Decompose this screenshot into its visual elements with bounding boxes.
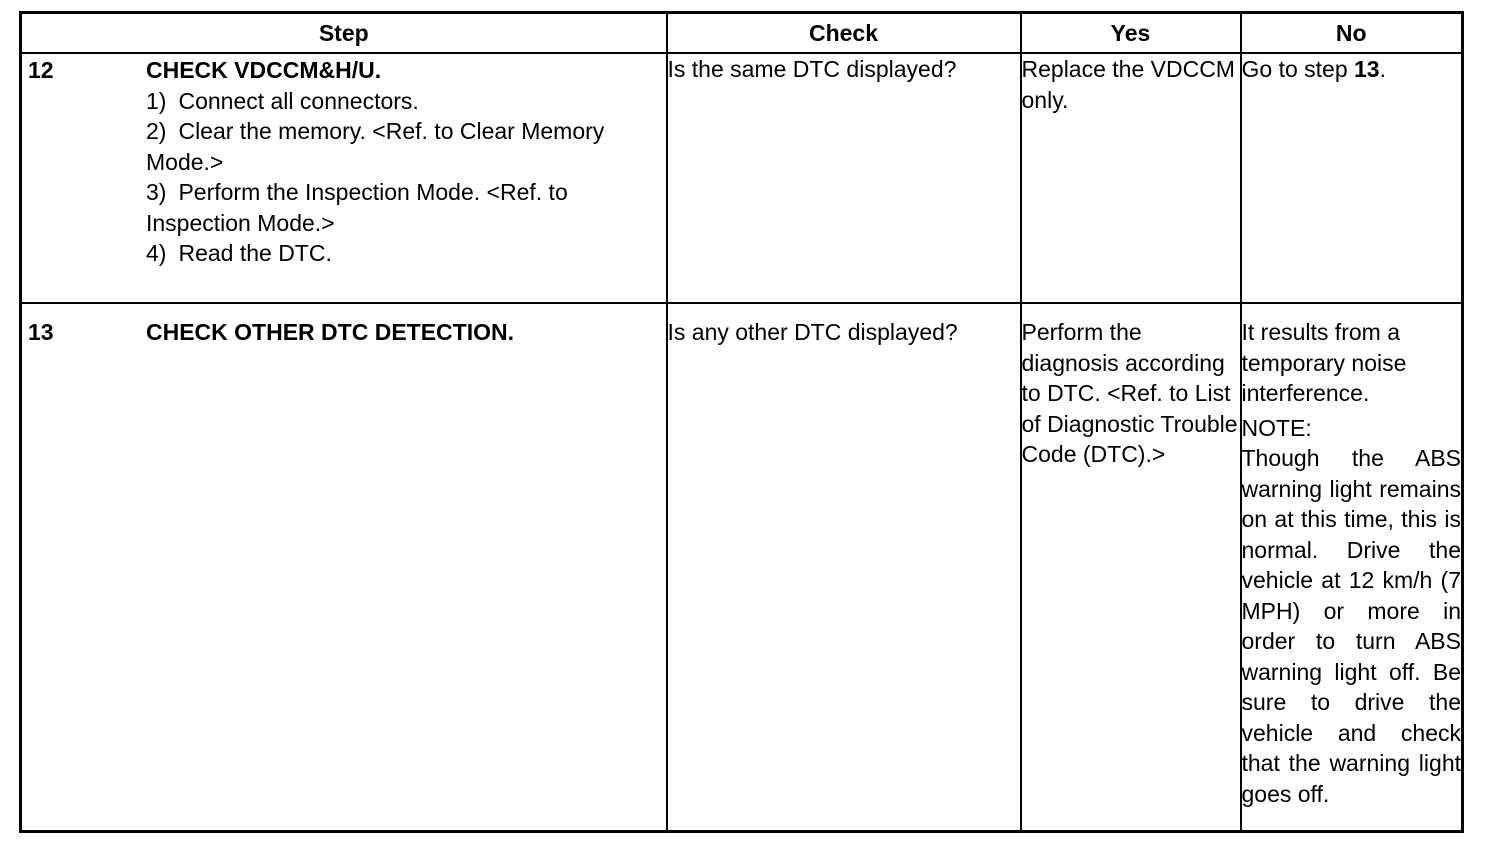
no-cell: Go to step 13. xyxy=(1241,53,1463,303)
note-text: Though the ABS warning light remains on at this time, this is normal. Drive the vehicle at 12 km/h (7 MPH) or more in order to turn ABS warning light off. Be sure to drive the vehicle and check that the warning light goes off. xyxy=(1241,445,1461,807)
table-row xyxy=(21,53,1463,303)
step-title: CHECK OTHER DTC DETECTION. xyxy=(146,319,514,345)
step-cell xyxy=(21,303,667,832)
yes-cell: Replace the VDCCM only. xyxy=(1021,53,1241,303)
step-number: 13 xyxy=(28,319,54,345)
header-yes: Yes xyxy=(1021,13,1241,54)
header-no: No xyxy=(1241,13,1463,54)
step-number: 12 xyxy=(28,57,54,83)
table-row xyxy=(21,303,1463,832)
no-text: It results from a temporary noise interference. xyxy=(1241,319,1407,406)
step-cell xyxy=(21,53,667,303)
substep: 2) Clear the memory. <Ref. to Clear Memory Mode.> xyxy=(146,118,605,175)
check-cell: Is any other DTC displayed? xyxy=(667,303,1021,832)
substep: 3) Perform the Inspection Mode. <Ref. to Inspection Mode.> xyxy=(146,179,568,236)
header-row xyxy=(21,13,1463,54)
substep: 4) Read the DTC. xyxy=(146,240,332,266)
step-reference: 13 xyxy=(1354,56,1380,82)
check-cell: Is the same DTC displayed? xyxy=(667,53,1021,303)
header-check: Check xyxy=(667,13,1021,54)
step-body xyxy=(140,316,666,348)
note-label: NOTE: xyxy=(1241,414,1312,441)
header-step: Step xyxy=(21,13,667,54)
yes-cell: Perform the diagnosis according to DTC. <Ref. to List of Diagnostic Trouble Code (DTC).> xyxy=(1021,303,1241,832)
diagnostic-table xyxy=(19,11,1464,833)
no-cell xyxy=(1241,303,1463,832)
step-body xyxy=(140,54,666,269)
substep: 1) Connect all connectors. xyxy=(146,87,419,114)
step-title: CHECK VDCCM&H/U. xyxy=(146,57,382,83)
